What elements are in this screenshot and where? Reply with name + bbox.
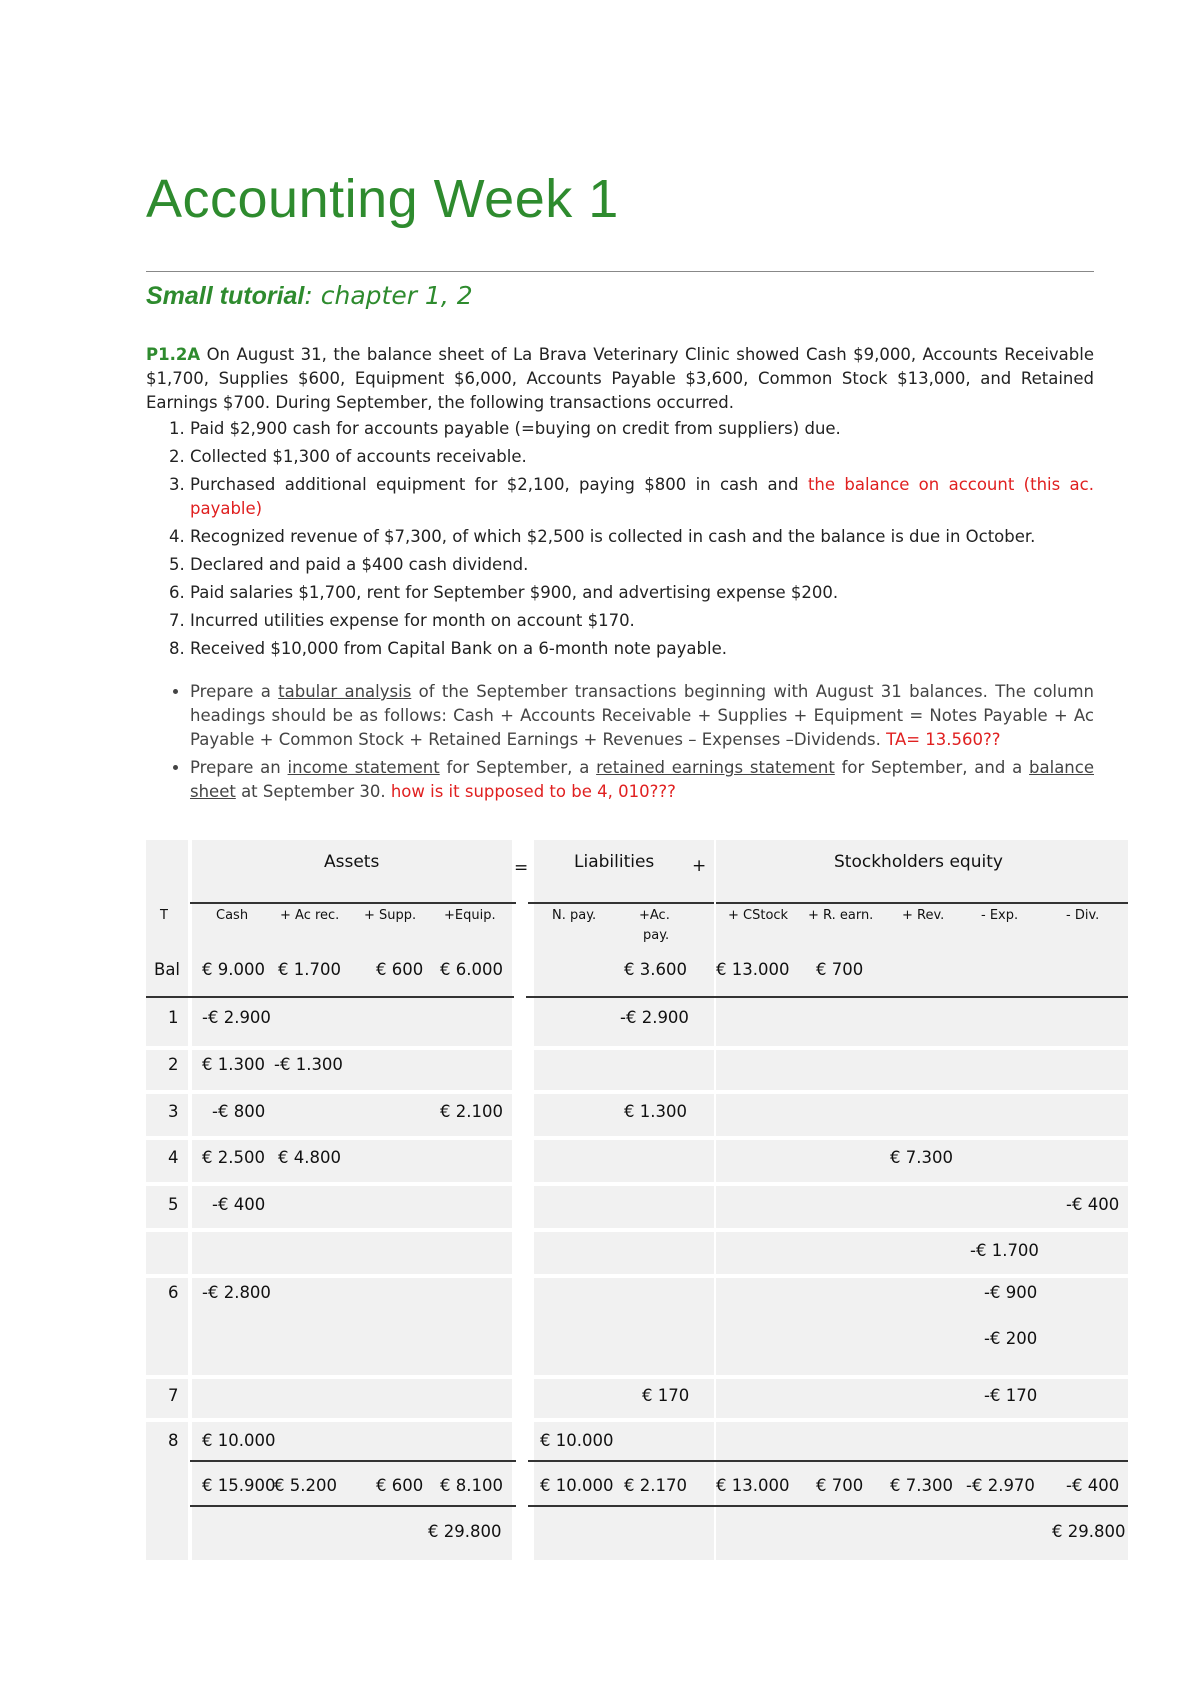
cell-cash: -€ 2.800 bbox=[202, 1283, 271, 1302]
transaction-3-note: the balance on account (this ac. payable) bbox=[190, 475, 1094, 518]
col-header-supp: + Supp. bbox=[364, 908, 417, 923]
total-div: -€ 400 bbox=[1066, 1476, 1120, 1495]
section-subtitle bbox=[146, 281, 473, 311]
document-title: Accounting Week 1 bbox=[146, 169, 619, 229]
row-label: 8 bbox=[168, 1431, 179, 1450]
total-rev: € 7.300 bbox=[890, 1476, 953, 1495]
row-label: Bal bbox=[154, 960, 181, 979]
transaction-item: 8. Received $10,000 from Capital Bank on a 6-month note payable. bbox=[190, 637, 1094, 661]
cell-exp: -€ 170 bbox=[984, 1386, 1038, 1405]
transaction-item: 5. Declared and paid a $400 cash dividend. bbox=[190, 553, 1094, 577]
transaction-item bbox=[190, 473, 1094, 521]
cell-acpay: -€ 2.900 bbox=[620, 1008, 689, 1027]
retained-earnings-link[interactable]: retained earnings statement bbox=[596, 758, 835, 777]
tabular-analysis-link[interactable]: tabular analysis bbox=[278, 682, 412, 701]
cell-acpay: € 1.300 bbox=[624, 1102, 687, 1121]
equals-sign: = bbox=[514, 858, 529, 878]
problem-id: P1.2A bbox=[146, 345, 201, 364]
col-header-rev: + Rev. bbox=[902, 908, 945, 923]
cell-exp: -€ 200 bbox=[984, 1329, 1038, 1348]
assets-header: Assets bbox=[324, 852, 380, 872]
row-label: 2 bbox=[168, 1055, 179, 1074]
col-header-acpay: +Ac. bbox=[639, 908, 670, 923]
task-list bbox=[146, 680, 1094, 808]
cell-cash: -€ 800 bbox=[212, 1102, 266, 1121]
total-cash: € 15.900 bbox=[202, 1476, 276, 1495]
total-acpay: € 2.170 bbox=[624, 1476, 687, 1495]
task-text: Prepare an bbox=[190, 758, 288, 777]
plus-sign: + bbox=[692, 856, 707, 876]
row-label: 7 bbox=[168, 1386, 179, 1405]
grand-total-assets: € 29.800 bbox=[428, 1522, 502, 1541]
cell-cstock: € 13.000 bbox=[716, 960, 790, 979]
cell-rearn: € 700 bbox=[816, 960, 864, 979]
task-text: for September, and a bbox=[834, 758, 1030, 777]
transaction-item: 1. Paid $2,900 cash for accounts payable (=buying on credit from suppliers) due. bbox=[190, 417, 1094, 441]
cell-cash: € 2.500 bbox=[202, 1148, 265, 1167]
col-header-div: - Div. bbox=[1066, 908, 1100, 923]
transaction-item: 2. Collected $1,300 of accounts receivable. bbox=[190, 445, 1094, 469]
cell-acpay: € 3.600 bbox=[624, 960, 687, 979]
cell-cash: € 9.000 bbox=[202, 960, 265, 979]
cell-supp: € 600 bbox=[376, 960, 424, 979]
task-2-note: how is it supposed to be 4, 010??? bbox=[390, 782, 676, 801]
row-label: 5 bbox=[168, 1195, 179, 1214]
col-header-npay: N. pay. bbox=[552, 908, 597, 923]
transaction-3-text: Purchased additional equipment for $2,100, paying $800 in cash and bbox=[190, 475, 808, 494]
col-header-equip: +Equip. bbox=[444, 908, 496, 923]
grand-total-liabilities-equity: € 29.800 bbox=[1052, 1522, 1126, 1541]
cell-cash: € 10.000 bbox=[202, 1431, 276, 1450]
row-label: 3 bbox=[168, 1102, 179, 1121]
cell-npay: € 10.000 bbox=[540, 1431, 614, 1450]
transaction-list bbox=[146, 417, 1094, 665]
total-supp: € 600 bbox=[376, 1476, 424, 1495]
task-1-note: TA= 13.560?? bbox=[886, 730, 1001, 749]
col-header-rearn: + R. earn. bbox=[808, 908, 874, 923]
total-npay: € 10.000 bbox=[540, 1476, 614, 1495]
equity-header: Stockholders equity bbox=[834, 852, 1003, 872]
cell-exp: -€ 900 bbox=[984, 1283, 1038, 1302]
row-label: 1 bbox=[168, 1008, 179, 1027]
subtitle-bold: Small tutorial bbox=[146, 282, 305, 310]
task-text: of the September transactions beginning with August 31 balances. The column headings should be as follows: Cash + Accounts Receivable + Supplies + Equipment = Notes Payable + Ac Payable + Common Stock + Retained Earnings + Revenues – Expenses –Dividends. bbox=[190, 682, 1094, 749]
task-item-1 bbox=[190, 680, 1094, 752]
cell-acrec: € 4.800 bbox=[278, 1148, 341, 1167]
col-header-acrec: + Ac rec. bbox=[280, 908, 340, 923]
cell-exp: -€ 1.700 bbox=[970, 1241, 1039, 1260]
cell-equip: € 2.100 bbox=[440, 1102, 503, 1121]
col-header-acpay-2: pay. bbox=[643, 928, 670, 943]
title-divider bbox=[146, 271, 1094, 272]
total-acrec: € 5.200 bbox=[274, 1476, 337, 1495]
cell-acpay: € 170 bbox=[642, 1386, 690, 1405]
transaction-item: 6. Paid salaries $1,700, rent for September $900, and advertising expense $200. bbox=[190, 581, 1094, 605]
subtitle-rest: : chapter 1, 2 bbox=[304, 281, 473, 310]
col-header-cstock: + CStock bbox=[728, 908, 789, 923]
row-label: 6 bbox=[168, 1283, 179, 1302]
total-rearn: € 700 bbox=[816, 1476, 864, 1495]
balance-sheet-link[interactable]: balance sheet bbox=[190, 758, 1094, 801]
cell-cash: -€ 2.900 bbox=[202, 1008, 271, 1027]
cell-cash: -€ 400 bbox=[212, 1195, 266, 1214]
cell-rev: € 7.300 bbox=[890, 1148, 953, 1167]
cell-acrec: -€ 1.300 bbox=[274, 1055, 343, 1074]
total-exp: -€ 2.970 bbox=[966, 1476, 1035, 1495]
income-statement-link[interactable]: income statement bbox=[287, 758, 440, 777]
task-item-2 bbox=[190, 756, 1094, 804]
task-text: for September, a bbox=[439, 758, 597, 777]
cell-equip: € 6.000 bbox=[440, 960, 503, 979]
transaction-item: 4. Recognized revenue of $7,300, of which $2,500 is collected in cash and the balance is due in October. bbox=[190, 525, 1094, 549]
cell-acrec: € 1.700 bbox=[278, 960, 341, 979]
liabilities-header: Liabilities bbox=[574, 852, 655, 872]
cell-cash: € 1.300 bbox=[202, 1055, 265, 1074]
cell-div: -€ 400 bbox=[1066, 1195, 1120, 1214]
col-header-t: T bbox=[160, 908, 168, 923]
col-header-cash: Cash bbox=[216, 908, 249, 923]
col-header-exp: - Exp. bbox=[981, 908, 1019, 923]
problem-intro bbox=[146, 343, 1094, 415]
problem-intro-text: On August 31, the balance sheet of La Brava Veterinary Clinic showed Cash $9,000, Accounts Receivable $1,700, Supplies $600, Equipment $6,000, Accounts Payable $3,600, Common Stock $13,000, and Retained Earnings $700. During September, the following transactions occurred. bbox=[146, 345, 1095, 412]
task-text: at September 30. bbox=[235, 782, 391, 801]
total-equip: € 8.100 bbox=[440, 1476, 503, 1495]
total-cstock: € 13.000 bbox=[716, 1476, 790, 1495]
tabular-analysis-table bbox=[146, 840, 1128, 1560]
transaction-item: 7. Incurred utilities expense for month on account $170. bbox=[190, 609, 1094, 633]
row-label: 4 bbox=[168, 1148, 179, 1167]
task-text: Prepare a bbox=[190, 682, 279, 701]
